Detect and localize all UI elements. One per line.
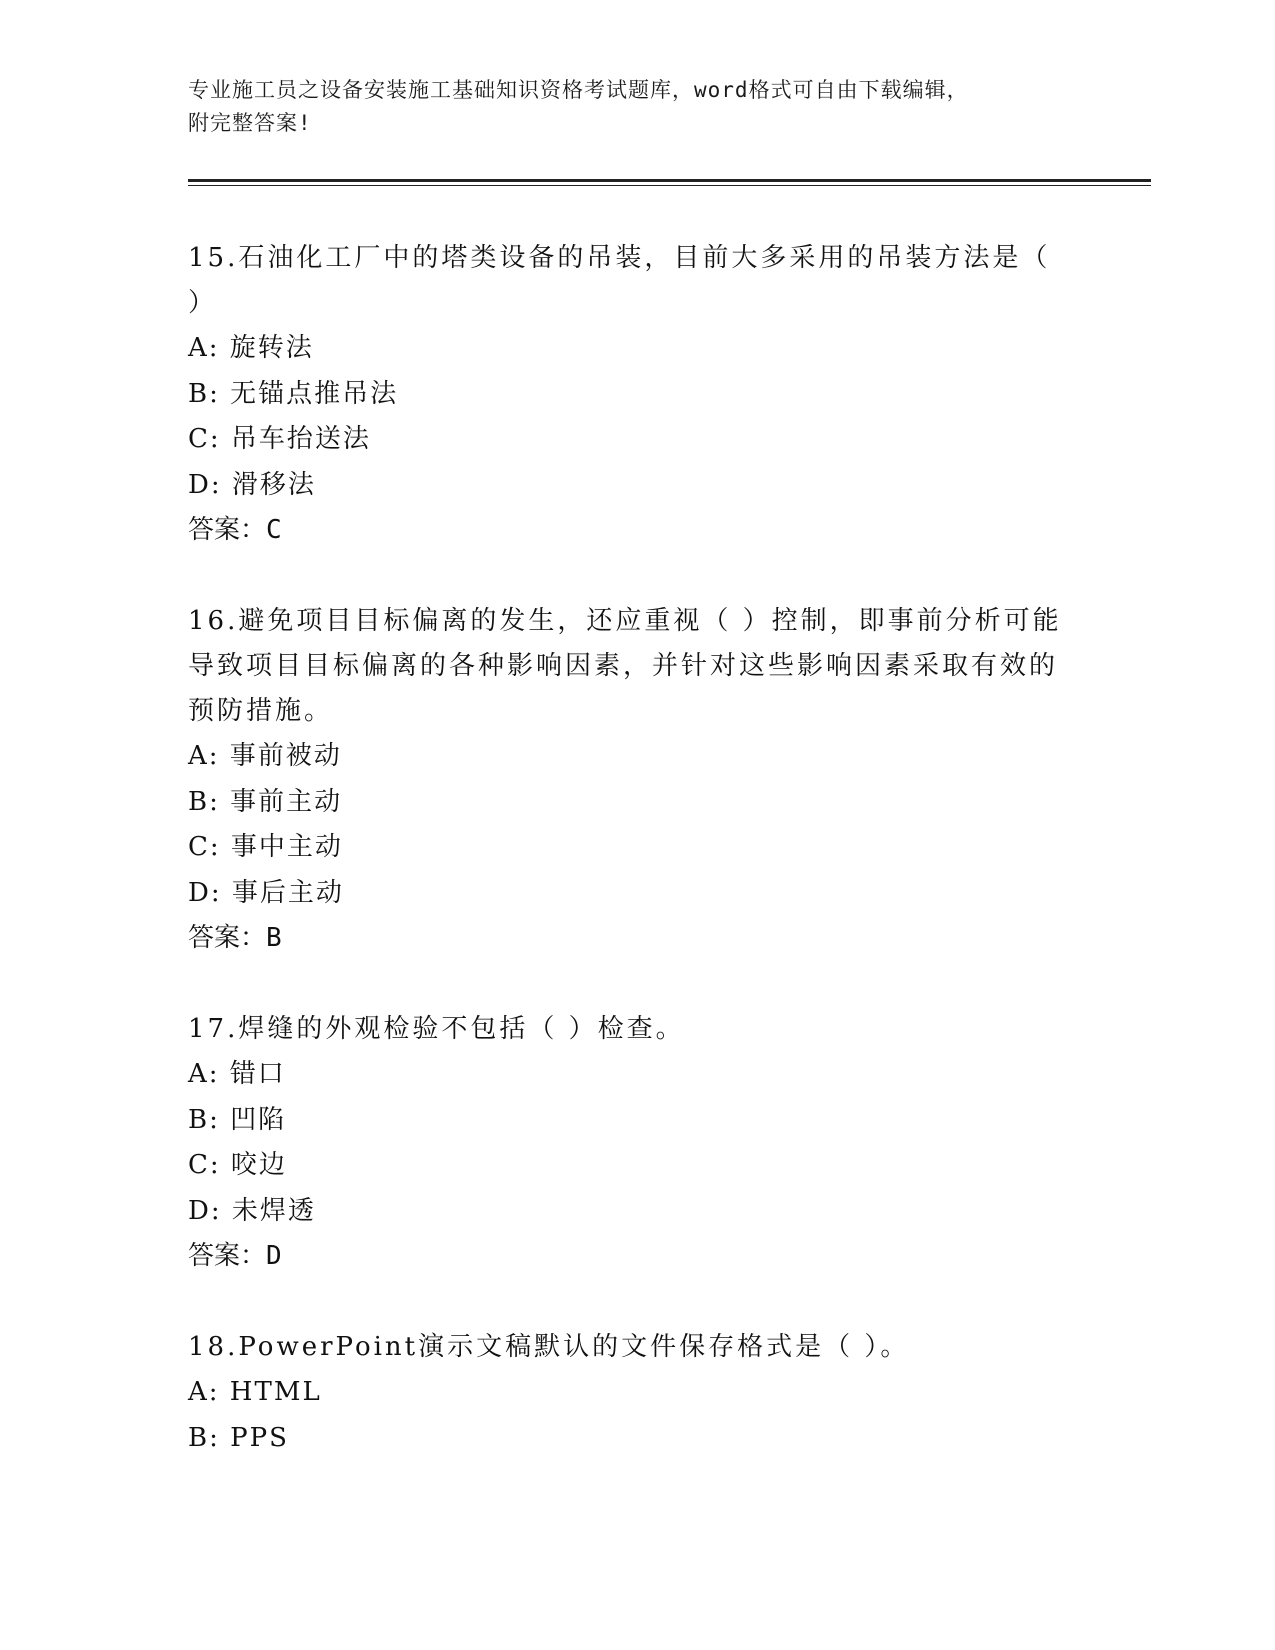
option-c: C: 吊车抬送法 <box>188 424 371 454</box>
answer-label: 答案： <box>188 1241 267 1271</box>
question-stem: 18.PowerPoint演示文稿默认的文件保存格式是（ ）。 <box>188 1332 910 1362</box>
question-16 <box>188 599 1068 961</box>
option-a: A: 错口 <box>188 1059 286 1089</box>
header-line-2: 附完整答案! <box>188 111 312 135</box>
answer-line <box>188 916 1068 961</box>
header-divider-thick <box>188 179 1151 182</box>
header-divider-thin <box>188 185 1151 186</box>
document-header <box>188 74 1068 140</box>
option-d: D: 事后主动 <box>188 877 344 908</box>
answer-line <box>188 1234 1068 1279</box>
question-stem: 17.焊缝的外观检验不包括（ ）检查。 <box>188 1014 685 1044</box>
option-a: A: 旋转法 <box>188 333 314 363</box>
option-b: B: PPS <box>188 1422 289 1453</box>
answer-key: C <box>266 515 282 545</box>
answer-label: 答案： <box>188 515 267 545</box>
answer-key: D <box>266 1241 282 1271</box>
option-c: C: 事中主动 <box>188 832 343 862</box>
question-list <box>188 236 1068 1507</box>
question-17 <box>188 1007 1068 1279</box>
answer-label: 答案： <box>188 923 267 953</box>
option-d: D: 滑移法 <box>188 469 316 500</box>
option-d: D: 未焊透 <box>188 1195 316 1226</box>
answer-key: B <box>266 923 282 953</box>
question-18 <box>188 1325 1068 1461</box>
option-a: A: 事前被动 <box>188 741 342 771</box>
option-b: B: 凹陷 <box>188 1104 287 1135</box>
question-stem: 16.避免项目目标偏离的发生，还应重视（ ）控制，即事前分析可能导致项目目标偏离的各种影响因素，并针对这些影响因素采取有效的预防措施。 <box>188 606 1062 726</box>
option-b: B: 事前主动 <box>188 786 343 817</box>
header-line-1: 专业施工员之设备安装施工基础知识资格考试题库，word格式可自由下载编辑， <box>188 78 969 102</box>
answer-line <box>188 508 1068 553</box>
option-a: A: HTML <box>188 1377 322 1407</box>
question-stem: 15.石油化工厂中的塔类设备的吊装，目前大多采用的吊装方法是（ ） <box>188 243 1051 318</box>
option-c: C: 咬边 <box>188 1150 287 1180</box>
question-15 <box>188 236 1068 553</box>
option-b: B: 无锚点推吊法 <box>188 378 399 409</box>
